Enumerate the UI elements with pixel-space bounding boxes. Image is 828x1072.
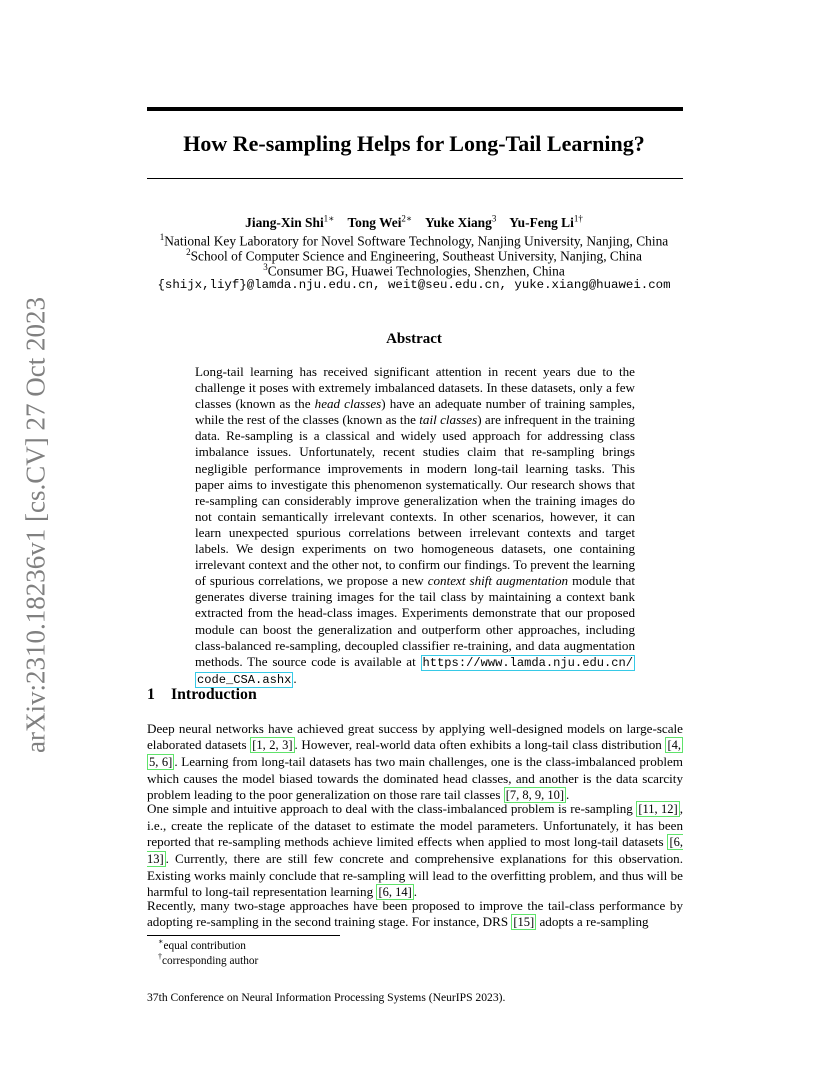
author: Jiang-Xin Shi$^{1∗}$ [245, 214, 335, 231]
affiliation: $^2$School of Computer Science and Engineering, Southeast University, Nanjing, China [186, 247, 642, 264]
citation-link[interactable]: [4, [667, 737, 681, 752]
citation-link[interactable]: 5, 6] [149, 754, 173, 769]
citation-link[interactable]: [1, 2, 3] [252, 737, 293, 752]
author: Tong Wei$^{2∗}$ [347, 214, 413, 231]
conference-note: 37th Conference on Neural Information Processing Systems (NeurIPS 2023). [147, 991, 506, 1004]
affiliation: $^3$Consumer BG, Huawei Technologies, Shenzhen, China [263, 262, 565, 279]
paper-title: How Re-sampling Helps for Long-Tail Learning? [183, 131, 645, 156]
intro-paragraph: Deep neural networks have achieved great success by applying well-designed models on large-scale elaborated datasets [1, 2, 3] . However, real-world data often exhibits a long-tail class distribution [4, 5, 6] . Learning from long-tail datasets has two main challenges, one is the class-imbalanced problem which causes the model biased towards the dominated head classes, and another is the data scarcity problem leading to the poor generalization on those rare tail classes [7, 8, 9, 10] . [147, 721, 683, 802]
author-list [0, 214, 828, 231]
title-top-rule [147, 107, 683, 111]
citation-link[interactable]: [6, 14] [378, 884, 412, 899]
source-code-link[interactable]: https://www.lamda.nju.edu.cn/ [422, 655, 633, 670]
citation-link[interactable]: [11, 12] [638, 802, 678, 816]
abstract-heading: Abstract [386, 331, 442, 347]
citation-link[interactable]: [7, 8, 9, 10] [505, 787, 565, 802]
citation-link[interactable]: [15] [513, 914, 535, 929]
footnote: †corresponding author [158, 952, 259, 967]
author: Yu-Feng $Li^{1\dagger}$ [509, 214, 583, 231]
source-code-link[interactable]: code_CSA.ashx [197, 672, 292, 687]
footnote: ∗equal contribution [158, 937, 246, 952]
section-heading: 1 Introduction [147, 686, 257, 703]
footnote-rule [147, 935, 340, 936]
author: Yuke Xiang$^3$ [424, 214, 497, 231]
arxiv-id: arXiv:2310.18236v1 [cs.CV] 27 Oct 2023 [20, 297, 51, 753]
intro-paragraph: Recently, many two-stage approaches have been proposed to improve the tail-class performance by adopting re-sampling in the second training stage. For instance, DRS [15] adopts a re-sampling [147, 898, 683, 929]
abstract-text: Long-tail learning has received significant attention in recent years due to the challenge it poses with extremely imbalanced datasets. In these datasets, only a few classes (known as the head classes) have an adequate number of training samples, while the rest of the classes (known as the tail classes) are infrequent in the training data. Re-sampling is a classical and widely used approach for addressing class imbalance issues. Unfortunately, recent studies claim that re-sampling brings negligible performance improvements in modern long-tail learning tasks. This paper aims to investigate this phenomenon systematically. Our research shows that re-sampling can considerably improve generalization when the training images do not contain semantically irrelevant contexts. In other scenarios, however, it can learn unexpected spurious correlations between irrelevant contexts and target labels. We design experiments on two homogeneous datasets, one containing irrelevant context and the other not, to confirm our findings. To prevent the learning of spurious correlations, we propose a new context shift augmentation module that generates diverse training images for the tail class by maintaining a context bank extracted from the head-class images. Experiments demonstrate that our proposed module can boost the generalization and outperform other approaches, including class-balanced re-sampling, decoupled classifier re-training, and data augmentation methods. The source code is available at https://www.lamda.nju.edu.cn/ code_CSA.ashx . [195, 364, 635, 687]
intro-paragraph: One simple and intuitive approach to deal with the class-imbalanced problem is re-sampling [11, 12] , i.e., create the replicate of the dataset to estimate the model parameters. Unfortunately, it has been reported that re-sampling methods achieve limited effects when applied to most long-tail datasets [6, 13] . Currently, there are still few concrete and comprehensive explanations for this observation. Existing works mainly conclude that re-sampling will lead to the overfitting problem, and thus will be harmful to long-tail representation learning [6, 14] . [147, 801, 683, 899]
affiliation: $^1$National Key Laboratory for Novel Software Technology, Nanjing University, Nanjing, China [159, 232, 669, 249]
author-emails: {shijx,liyf}@lamda.nju.edu.cn, weit@seu.edu.cn, yuke.xiang@huawei.com [157, 278, 671, 292]
citation-link[interactable]: [6, 13] [147, 834, 683, 866]
title-bottom-rule [147, 178, 683, 179]
